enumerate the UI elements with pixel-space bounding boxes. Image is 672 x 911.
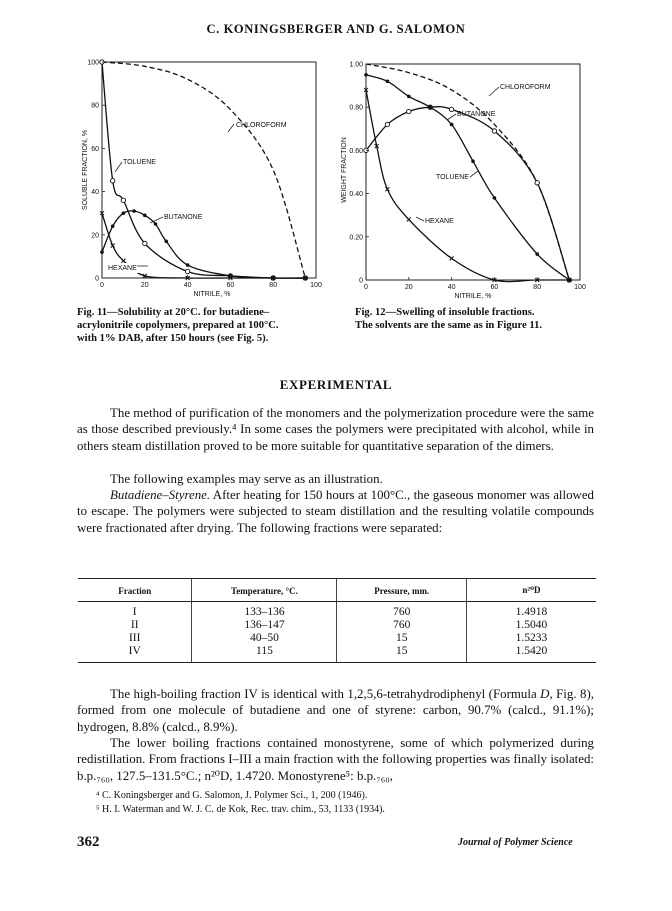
- fig12-label-toluene: TOLUENE: [436, 174, 469, 181]
- table-header-cell: Temperature, °C.: [192, 579, 337, 602]
- fractions-table: [78, 578, 596, 663]
- paragraph-4: [77, 686, 594, 735]
- fig12-point-toluene: [407, 95, 411, 99]
- table-cell: III: [128, 632, 141, 644]
- fig12-point-toluene: [386, 79, 390, 83]
- fig12-ylabel: WEIGHT FRACTION: [341, 137, 348, 203]
- fig12-point-toluene: [471, 159, 475, 163]
- fig11-xtick-label: 40: [183, 282, 192, 289]
- table-cell: 115: [192, 645, 337, 663]
- fig11-xtick-label: 0: [100, 282, 104, 289]
- fig11-xtick-label: 20: [140, 282, 149, 289]
- paragraph-3: [77, 487, 594, 536]
- table-header-cell: Pressure, mm.: [337, 579, 467, 602]
- table-row: [78, 619, 596, 632]
- fig12-point-hexane: [450, 256, 454, 260]
- fig11-caption-line: with 1% DAB, after 150 hours (see Fig. 5).: [77, 333, 269, 344]
- fig12-ytick-label: 1.00: [349, 61, 363, 69]
- fig12-point-butanone: [492, 129, 496, 133]
- table-cell: 40–50: [192, 632, 337, 645]
- fig12-ytick-label: 0.20: [349, 234, 363, 242]
- fig12-xtick-label: 0: [364, 284, 368, 291]
- table-cell: 133–136: [192, 602, 337, 620]
- table-header-cell: n²⁰D: [466, 579, 596, 602]
- table-cell: 1.5040: [466, 619, 596, 632]
- paragraph-1: [77, 405, 594, 454]
- fig12-xtick-label: 40: [447, 284, 456, 291]
- fig12-label-hexane: HEXANE: [425, 218, 454, 225]
- table-cell: 760: [337, 602, 467, 620]
- fig11-ytick-label: 60: [91, 145, 99, 153]
- fig11-caption-line: acrylonitrile copolymers, prepared at 100°C.: [77, 320, 279, 331]
- journal-name: Journal of Polymer Science: [458, 837, 573, 848]
- fig11-ylabel: SOLUBLE FRACTION, %: [82, 129, 89, 211]
- table-row: [78, 645, 596, 663]
- page-number: 362: [77, 834, 100, 850]
- fig12-point-butanone: [535, 181, 539, 185]
- fig12-ytick-label: 0.80: [349, 104, 363, 112]
- fig11-ytick-label: 80: [91, 102, 99, 110]
- fig12-series-chloroform: [366, 64, 569, 280]
- footnote-5: ⁵ H. I. Waterman and W. J. C. de Kok, Rec. trav. chim., 53, 1133 (1934).: [96, 804, 385, 815]
- table-row: [78, 602, 596, 620]
- fig12-xtick-label: 20: [404, 284, 413, 291]
- fig12-series-labels: [416, 84, 551, 225]
- fig11-xlabel: NITRILE, %: [193, 291, 231, 298]
- fig11-caption-line: Fig. 11—Solubility at 20°C. for butadiene–: [77, 307, 270, 318]
- paragraph-1-text: The method of purification of the monomers and the polymerization procedure were the same as those described previously.⁴ In some cases the polymers were precipitated with alcohol, while in others steam distillation proved to be more suitable for quantitative separation of the dimers.: [77, 406, 594, 453]
- fig12-xtick-label: 100: [574, 284, 586, 291]
- fig12-ytick-label: 0.40: [349, 191, 363, 199]
- fig12-point-toluene: [428, 105, 432, 109]
- table-cell: 15: [337, 632, 467, 645]
- table-header-row: [78, 579, 596, 602]
- fig12-xlabel: NITRILE, %: [454, 293, 492, 300]
- paragraph-3-text: After heating for 150 hours at 100°C., the gaseous monomer was allowed to escape. The polymers were subjected to steam distillation and the resulting volatile compounds were fractionated after drying. The following fractions were separated:: [77, 488, 594, 535]
- fig11-xtick-label: 60: [226, 282, 235, 289]
- fig12-point-toluene: [450, 123, 454, 127]
- fig11-xtick-label: 100: [310, 282, 322, 289]
- fig11-label-toluene: TOLUENE: [123, 159, 156, 166]
- fig11-label-chloroform: CHLOROFORM: [236, 122, 287, 129]
- paragraph-2-text: The following examples may serve as an illustration.: [110, 472, 383, 486]
- fig12-ytick-label: 0: [359, 277, 363, 285]
- fig12-point-hexane: [407, 218, 411, 222]
- fig12-point-butanone: [385, 122, 389, 126]
- fig11-caption: [77, 306, 337, 345]
- paragraph-3-lead: Butadiene–Styrene.: [110, 488, 211, 502]
- table-cell: 136–147: [192, 619, 337, 632]
- footnote-4: ⁴ C. Koningsberger and G. Salomon, J. Polymer Sci., 1, 200 (1946).: [96, 790, 368, 801]
- paragraph-2: [77, 471, 594, 487]
- fig11-ytick-label: 40: [91, 189, 99, 197]
- fig12-caption: [355, 306, 600, 332]
- fig11-label-hexane: HEXANE: [108, 265, 137, 272]
- fig12-xtick-label: 60: [490, 284, 499, 291]
- table-row: [78, 632, 596, 645]
- fig12-caption-line: Fig. 12—Swelling of insoluble fractions.: [355, 307, 535, 318]
- fig11-ytick-label: 0: [95, 275, 99, 283]
- table-cell: 1.5233: [466, 632, 596, 645]
- paragraph-4-text-a: The high-boiling fraction IV is identical with 1,2,5,6-tetrahydrodiphenyl (Formula: [110, 687, 541, 701]
- paragraph-4-formula: D: [540, 687, 550, 701]
- fig12-point-butanone: [449, 107, 453, 111]
- fig11-xtick-label: 80: [269, 282, 278, 289]
- fig12-caption-line: The solvents are the same as in Figure 11.: [355, 320, 543, 331]
- fig12-frame: [366, 64, 580, 280]
- table-cell: 1.5420: [466, 645, 596, 663]
- fig11-ytick-label: 20: [91, 232, 99, 240]
- fig12-label-butanone: BUTANONE: [457, 111, 496, 118]
- paragraph-5: [77, 735, 594, 784]
- table-cell: 760: [337, 619, 467, 632]
- table-cell: I: [132, 606, 137, 618]
- fig12-ytick-label: 0.60: [349, 147, 363, 155]
- fig12-xtick-label: 80: [533, 284, 542, 291]
- paragraph-5-text: The lower boiling fractions contained monostyrene, some of which polymerized during redistillation. From fractions I–III a main fraction with the following properties was finally isolated: b.p.₇₆₀, 127.5–131.5°C.; n²⁰D, 1.4720. Monostyrene⁵: b.p.₇₆₀,: [77, 736, 594, 783]
- table-cell: IV: [78, 645, 192, 663]
- fig12-point-butanone: [407, 109, 411, 113]
- paragraph-4-text-b: , Fig. 8), formed from one molecule of butadiene and one of styrene: carbon, 90.7% (calcd., 91.1%); hydrogen, 8.8% (calcd., 8.9%).: [77, 687, 594, 734]
- table-header-cell: Fraction: [78, 579, 192, 602]
- fig12-point-toluene: [535, 252, 539, 256]
- fig12-label-chloroform: CHLOROFORM: [500, 84, 551, 91]
- table-cell: II: [130, 619, 139, 631]
- table-cell: 15: [337, 645, 467, 663]
- fig12-point-toluene: [364, 73, 368, 77]
- fig11-ytick-label: 100: [87, 59, 99, 67]
- fig11-label-butanone: BUTANONE: [164, 214, 203, 221]
- table-cell: 1.4918: [466, 602, 596, 620]
- section-heading: EXPERIMENTAL: [279, 377, 393, 392]
- running-header: C. KONINGSBERGER AND G. SALOMON: [206, 22, 466, 36]
- fig12-point-toluene: [493, 196, 497, 200]
